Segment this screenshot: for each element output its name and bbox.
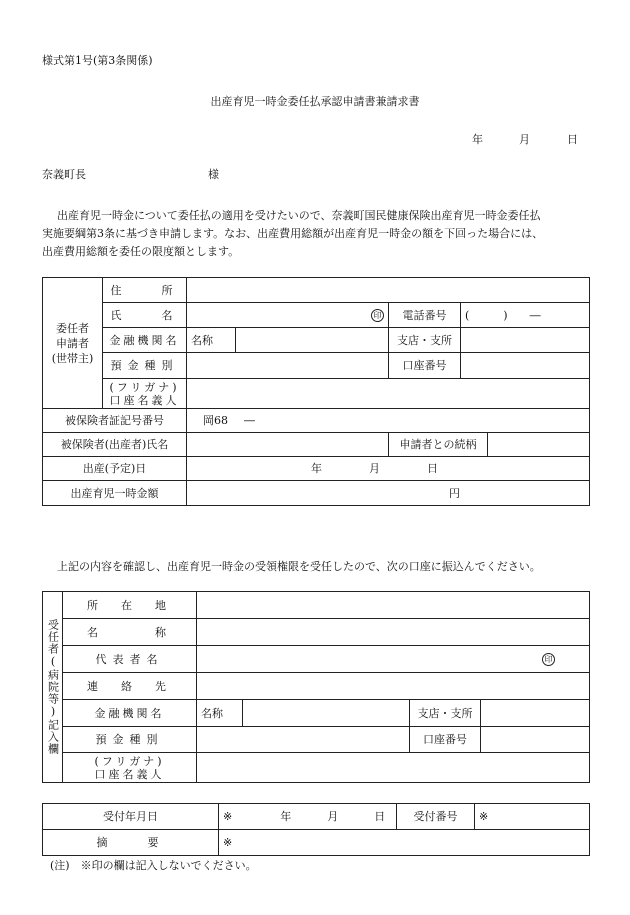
- bank-name-label: 名称: [187, 328, 236, 353]
- account-number-label: 口座番号: [389, 353, 461, 379]
- lump-sum-field[interactable]: 円: [187, 481, 590, 506]
- trustee-account-number-field[interactable]: [481, 727, 590, 753]
- trustee-account-holder-field[interactable]: [197, 753, 590, 783]
- insured-name-field[interactable]: [187, 433, 389, 457]
- trustee-name-label: 名 称: [87, 625, 172, 639]
- trustee-contact-field[interactable]: [197, 673, 590, 700]
- footnote: (注) ※印の欄は記入しないでください。: [50, 859, 257, 872]
- trustee-bank-label: 金融機関名: [94, 706, 165, 720]
- date-month-label: 月: [519, 133, 530, 146]
- receipt-number-field: ※: [475, 804, 590, 830]
- trustee-rep-field[interactable]: [197, 646, 590, 673]
- transfer-statement: 上記の内容を確認し、出産育児一時金の受領権限を受任したので、次の口座に振込んでください。: [57, 560, 541, 573]
- form-number: 様式第1号(第3条関係): [42, 54, 153, 67]
- birth-date-field[interactable]: 年 月 日: [187, 457, 590, 481]
- received-date-label: 受付年月日: [43, 804, 219, 830]
- form-title: 出産育児一時金委任払承認申請書兼請求書: [210, 95, 420, 108]
- account-holder-field[interactable]: [187, 379, 590, 409]
- office-use-table: [42, 803, 590, 856]
- name-label: 氏 名: [110, 308, 179, 322]
- lump-sum-label: 出産育児一時金額: [43, 481, 187, 506]
- trustee-bank-name-label: 名称: [197, 700, 243, 727]
- birth-date-label: 出産(予定)日: [43, 457, 187, 481]
- trustee-branch-label: 支店・支所: [410, 700, 481, 727]
- intro-line-1: 出産育児一時金について委任払の適用を受けたいので、奈義町国民健康保険出産育児一時金委任払: [57, 209, 541, 222]
- intro-line-2: 実施要綱第3条に基づき申請します。なお、出産費用総額が出産育児一時金の額を下回った場合には、: [42, 227, 544, 240]
- name-field[interactable]: [187, 303, 389, 328]
- account-number-field[interactable]: [461, 353, 590, 379]
- received-date-field: ※ 年 月 日: [219, 804, 397, 830]
- trustee-deposit-type-label: 預金種別: [95, 733, 164, 746]
- branch-label: 支店・支所: [389, 328, 461, 353]
- trustee-deposit-type-field[interactable]: [197, 727, 410, 753]
- seal-icon: 印: [542, 653, 555, 666]
- relation-label: 申請者との続柄: [389, 433, 488, 457]
- trustee-location-field[interactable]: [197, 592, 590, 619]
- relation-field[interactable]: [488, 433, 590, 457]
- trustee-name-field[interactable]: [197, 619, 590, 646]
- trustee-contact-label: 連 絡 先: [87, 679, 172, 693]
- addressee: 奈義町長: [42, 168, 86, 181]
- trustee-bank-name-field[interactable]: [243, 700, 410, 727]
- branch-field[interactable]: [461, 328, 590, 353]
- trustee-account-holder-label: (フリガナ) 口座名義人: [63, 753, 197, 783]
- addressee-honorific: 様: [208, 168, 219, 181]
- bank-label: 金融機関名: [109, 333, 180, 347]
- account-holder-label: (フリガナ) 口座名義人: [103, 379, 187, 409]
- receipt-number-label: 受付番号: [397, 804, 475, 830]
- phone-field[interactable]: ( ) ―: [461, 303, 590, 328]
- trustee-branch-field[interactable]: [481, 700, 590, 727]
- trustee-table: [42, 591, 590, 783]
- date-year-label: 年: [472, 133, 483, 146]
- address-label: 住 所: [110, 283, 179, 297]
- summary-field: ※: [219, 830, 590, 856]
- deposit-type-field[interactable]: [187, 353, 389, 379]
- applicant-table: [42, 277, 590, 506]
- intro-line-3: 出産費用総額を委任の限度額とします。: [42, 245, 240, 258]
- date-day-label: 日: [567, 133, 578, 146]
- address-field[interactable]: [187, 278, 590, 303]
- seal-icon: 印: [371, 309, 384, 322]
- phone-label: 電話番号: [389, 303, 461, 328]
- applicant-group-label: 委任者 申請者 (世帯主): [43, 278, 103, 409]
- trustee-group-label: 受任者(病院等)記入欄: [43, 592, 63, 783]
- insured-cert-label: 被保険者証記号番号: [43, 409, 187, 433]
- summary-label: 摘 要: [96, 836, 165, 849]
- insured-cert-field[interactable]: 岡68 ―: [187, 409, 590, 433]
- deposit-type-label: 預金種別: [110, 359, 179, 372]
- trustee-location-label: 所 在 地: [87, 598, 172, 612]
- insured-name-label: 被保険者(出産者)氏名: [43, 433, 187, 457]
- trustee-account-number-label: 口座番号: [410, 727, 481, 753]
- trustee-rep-label: 代表者名: [95, 652, 164, 666]
- bank-name-field[interactable]: [236, 328, 389, 353]
